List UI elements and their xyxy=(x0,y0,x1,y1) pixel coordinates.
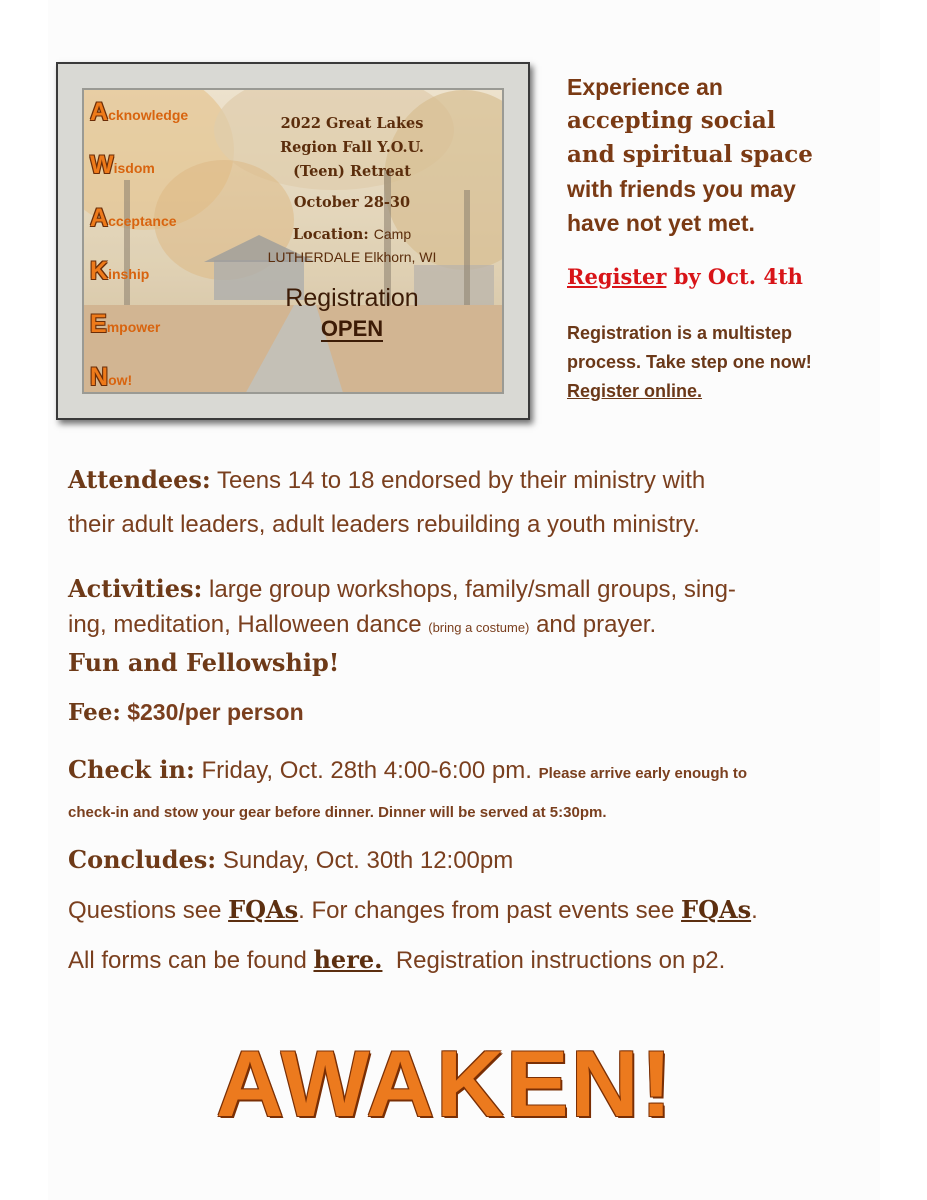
event-date: October 28-30 xyxy=(293,194,411,211)
event-title-line: 2022 Great Lakes xyxy=(280,115,424,132)
event-details xyxy=(68,458,868,975)
acrostic-word: cknowledge xyxy=(108,107,189,123)
event-location xyxy=(246,223,458,268)
location-place: LUTHERDALE Elkhorn, WI xyxy=(267,249,437,265)
location-camp: Camp xyxy=(373,226,412,242)
acrostic-item xyxy=(90,257,188,310)
activities-section xyxy=(68,571,868,681)
poster-image xyxy=(82,88,504,394)
acrostic-letter: A xyxy=(90,98,109,126)
acrostic-letter: K xyxy=(90,257,109,285)
event-title-line: (Teen) Retreat xyxy=(293,163,411,180)
activities-label: Activities: xyxy=(68,574,203,603)
checkin-label: Check in: xyxy=(68,755,195,784)
acrostic-item xyxy=(90,151,188,204)
checkin-note: Please arrive early enough to xyxy=(538,765,747,782)
awaken-banner: AWAKEN! xyxy=(216,1031,674,1136)
acrostic-letter: W xyxy=(90,151,114,179)
acrostic-word: cceptance xyxy=(108,213,177,229)
blurb-line: accepting social xyxy=(567,107,776,134)
acrostic-item xyxy=(90,204,188,257)
fee-section xyxy=(68,699,868,726)
acrostic-letter: E xyxy=(90,310,107,338)
fee-value: $230/per person xyxy=(127,699,304,725)
attendees-text: their adult leaders, adult leaders rebuilding a youth ministry. xyxy=(68,511,700,538)
checkin-section xyxy=(68,752,868,831)
register-deadline xyxy=(567,264,867,289)
checkin-text: Friday, Oct. 28th 4:00-6:00 pm. xyxy=(201,757,532,784)
registration-heading: Registration xyxy=(285,284,419,312)
concludes-label: Concludes: xyxy=(68,845,217,874)
multistep-line: process. Take step one now! xyxy=(567,352,812,372)
acrostic-letter: A xyxy=(90,204,109,232)
attendees-section xyxy=(68,458,868,547)
fee-label: Fee: xyxy=(68,699,121,726)
checkin-note: check-in and stow your gear before dinner. Dinner will be served at 5:30pm. xyxy=(68,804,607,821)
multistep-note xyxy=(567,319,867,406)
instructions-text: Registration instructions on p2. xyxy=(395,947,726,974)
register-by-text: by Oct. 4th xyxy=(673,264,803,289)
experience-blurb xyxy=(567,70,867,240)
blurb-line: have not yet met. xyxy=(567,210,755,236)
forms-text: All forms can be found xyxy=(68,947,307,974)
acrostic-word: mpower xyxy=(106,319,161,335)
fun-fellowship: Fun and Fellowship! xyxy=(68,648,340,677)
activities-text: large group workshops, family/small groups, sing- xyxy=(209,576,736,603)
registration-open: OPEN xyxy=(320,316,384,341)
activities-text: and prayer. xyxy=(536,611,657,638)
acrostic-letter: N xyxy=(90,363,109,391)
multistep-line: Registration is a multistep xyxy=(567,323,793,343)
period: . xyxy=(751,897,758,924)
concludes-text: Sunday, Oct. 30th 12:00pm xyxy=(222,847,514,874)
poster-frame xyxy=(56,62,530,420)
sidebar-text xyxy=(567,70,867,406)
attendees-label: Attendees: xyxy=(68,465,211,494)
register-online-link[interactable]: Register online. xyxy=(567,381,703,401)
questions-line xyxy=(68,895,868,925)
here-link[interactable]: here. xyxy=(313,945,383,974)
changes-text: . For changes from past events see xyxy=(298,897,675,924)
acrostic-item xyxy=(90,310,188,363)
blurb-line: Experience an xyxy=(567,74,723,100)
acrostic-word: ow! xyxy=(108,372,133,388)
fqas-link[interactable]: FQAs xyxy=(228,895,299,924)
blurb-line: with friends you may xyxy=(567,176,796,202)
concludes-section xyxy=(68,845,868,875)
questions-text: Questions see xyxy=(68,897,222,924)
fqas-link[interactable]: FQAs xyxy=(681,895,752,924)
acrostic-list xyxy=(90,98,188,394)
attendees-text: Teens 14 to 18 endorsed by their ministry with xyxy=(217,467,706,494)
activities-text: ing, meditation, Halloween dance xyxy=(68,611,422,638)
acrostic-item xyxy=(90,363,188,394)
register-link[interactable]: Register xyxy=(567,264,667,289)
poster-event-info xyxy=(246,112,458,342)
acrostic-item xyxy=(90,98,188,151)
event-title xyxy=(246,112,458,184)
costume-note: (bring a costume) xyxy=(428,620,530,635)
forms-line xyxy=(68,945,868,975)
blurb-line: and spiritual space xyxy=(567,141,813,168)
acrostic-word: isdom xyxy=(113,160,155,176)
event-title-line: Region Fall Y.O.U. xyxy=(280,139,424,156)
location-label: Location: xyxy=(292,226,369,243)
acrostic-word: inship xyxy=(108,266,150,282)
